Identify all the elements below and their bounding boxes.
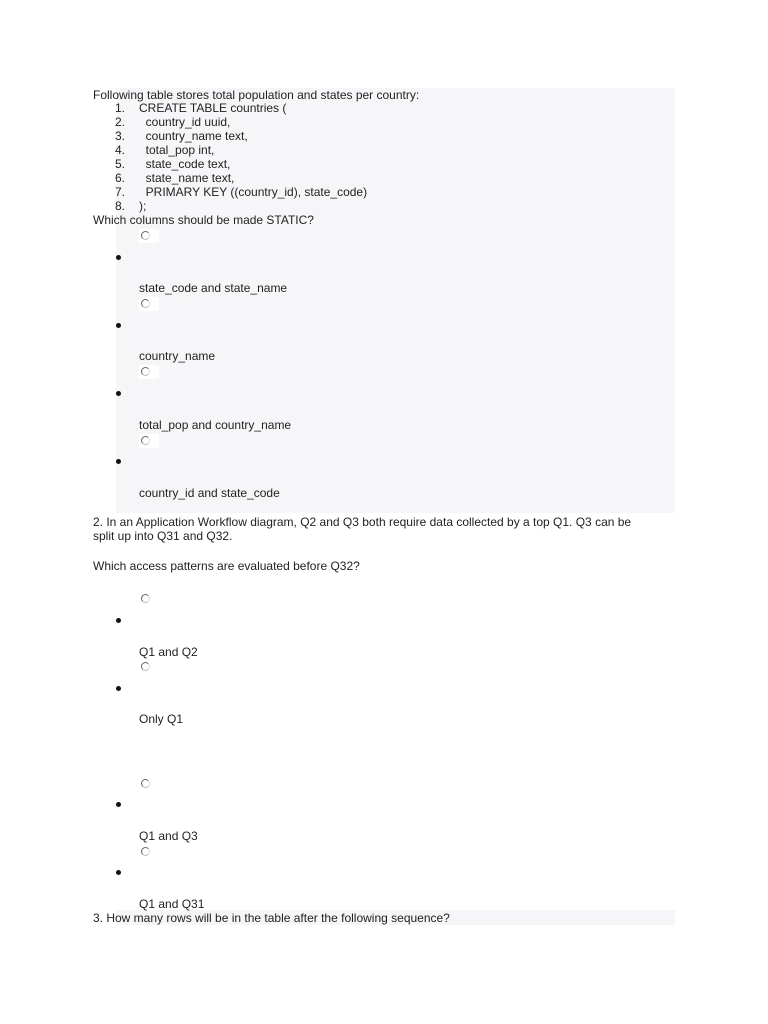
code-line-number: 8. [115,199,126,213]
code-line-text: ); [139,199,147,213]
code-line-text: total_pop int, [139,143,215,157]
bullet-icon [116,459,121,464]
code-line-text: state_code text, [139,157,231,171]
code-line-number: 7. [115,185,126,199]
question-3-text: 3. How many rows will be in the table after the following sequence? [93,911,450,925]
radio-button[interactable] [141,299,150,308]
code-line-text: country_name text, [139,129,248,143]
code-line-number: 6. [115,171,126,185]
option-label: Q1 and Q3 [139,829,198,843]
code-line-text: state_name text, [139,171,235,185]
bullet-icon [116,618,121,623]
option-label: country_name [139,349,216,363]
question-2-prompt: Which access patterns are evaluated before Q32? [93,559,360,573]
bullet-icon [116,802,121,807]
radio-button[interactable] [141,847,150,856]
option-label: Q1 and Q31 [139,897,205,911]
question-2-text: 2. In an Application Workflow diagram, Q2 and Q3 both require data collected by a top Q1. Q3 can be [93,515,632,529]
code-line-number: 4. [115,143,126,157]
bullet-icon [116,323,121,328]
bullet-icon [116,870,121,875]
option-label: Only Q1 [139,712,184,726]
bullet-icon [116,255,121,260]
radio-button[interactable] [141,594,150,603]
code-line-text: CREATE TABLE countries ( [139,101,287,115]
radio-button[interactable] [141,231,150,240]
radio-button[interactable] [141,779,150,788]
bullet-icon [116,686,121,691]
radio-button[interactable] [141,367,150,376]
question-2-text-continued: split up into Q31 and Q32. [93,529,233,543]
question-1-prompt: Which columns should be made STATIC? [93,213,314,227]
option-label: state_code and state_name [139,281,288,295]
option-label: total_pop and country_name [139,418,292,432]
code-line-number: 2. [115,115,126,129]
option-label: Q1 and Q2 [139,645,198,659]
code-line-number: 3. [115,129,126,143]
option-label: country_id and state_code [139,486,280,500]
code-line-text: country_id uuid, [139,115,231,129]
code-line-number: 5. [115,157,126,171]
question-1-intro: Following table stores total population and states per country: [93,88,420,102]
radio-button[interactable] [141,436,150,445]
code-line-text: PRIMARY KEY ((country_id), state_code) [139,185,368,199]
radio-button[interactable] [141,662,150,671]
code-line-number: 1. [115,101,126,115]
bullet-icon [116,391,121,396]
